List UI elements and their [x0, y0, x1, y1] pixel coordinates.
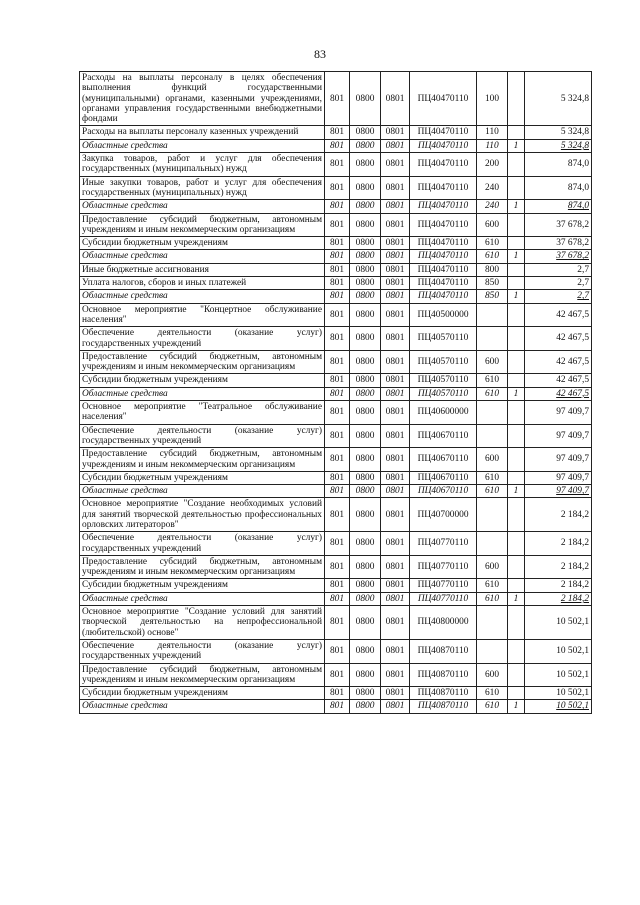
funding-source-cell [508, 72, 525, 126]
table-row [80, 263, 592, 276]
section-code-cell: 0800 [350, 303, 381, 327]
funding-source-cell [508, 263, 525, 276]
section-code-cell: 0800 [350, 139, 381, 152]
amount-cell: 10 502,1 [525, 663, 592, 687]
department-code-cell: 801 [325, 176, 350, 200]
table-row [80, 237, 592, 250]
section-code-cell: 0800 [350, 592, 381, 605]
funding-source-cell [508, 606, 525, 640]
department-code-cell: 801 [325, 237, 350, 250]
funding-source-cell [508, 277, 525, 290]
table-body [80, 72, 592, 714]
row-name-cell: Обеспечение деятельности (оказание услуг) государственных учреждений [80, 532, 325, 556]
department-code-cell: 801 [325, 471, 350, 484]
table-row [80, 663, 592, 687]
target-article-cell: ПЦ40470110 [410, 126, 477, 139]
subsection-code-cell: 0801 [381, 663, 410, 687]
row-name-cell: Закупка товаров, работ и услуг для обеспечения государственных (муниципальных) нужд [80, 153, 325, 177]
expense-type-cell: 610 [477, 700, 508, 713]
section-code-cell: 0800 [350, 213, 381, 237]
funding-source-cell: 1 [508, 200, 525, 213]
row-name-cell: Областные средства [80, 290, 325, 303]
amount-cell: 2 184,2 [525, 592, 592, 605]
row-name-cell: Обеспечение деятельности (оказание услуг) государственных учреждений [80, 639, 325, 663]
amount-cell: 2,7 [525, 290, 592, 303]
department-code-cell: 801 [325, 424, 350, 448]
subsection-code-cell: 0801 [381, 250, 410, 263]
expense-type-cell: 610 [477, 687, 508, 700]
subsection-code-cell: 0801 [381, 176, 410, 200]
table-row [80, 327, 592, 351]
department-code-cell: 801 [325, 532, 350, 556]
subsection-code-cell: 0801 [381, 592, 410, 605]
department-code-cell: 801 [325, 606, 350, 640]
row-name-cell: Областные средства [80, 200, 325, 213]
section-code-cell: 0800 [350, 72, 381, 126]
budget-table [79, 71, 592, 714]
funding-source-cell: 1 [508, 592, 525, 605]
expense-type-cell [477, 401, 508, 425]
subsection-code-cell: 0801 [381, 471, 410, 484]
section-code-cell: 0800 [350, 374, 381, 387]
target-article-cell: ПЦ40470110 [410, 176, 477, 200]
department-code-cell: 801 [325, 327, 350, 351]
subsection-code-cell: 0801 [381, 555, 410, 579]
section-code-cell: 0800 [350, 237, 381, 250]
row-name-cell: Иные закупки товаров, работ и услуг для обеспечения государственных (муниципальных) нужд [80, 176, 325, 200]
funding-source-cell [508, 639, 525, 663]
department-code-cell: 801 [325, 139, 350, 152]
amount-cell: 42 467,5 [525, 327, 592, 351]
target-article-cell: ПЦ40670110 [410, 448, 477, 472]
table-row [80, 579, 592, 592]
section-code-cell: 0800 [350, 448, 381, 472]
table-row [80, 277, 592, 290]
target-article-cell: ПЦ40570110 [410, 350, 477, 374]
row-name-cell: Расходы на выплаты персоналу казенных учреждений [80, 126, 325, 139]
expense-type-cell: 610 [477, 592, 508, 605]
target-article-cell: ПЦ40670110 [410, 485, 477, 498]
expense-type-cell: 600 [477, 663, 508, 687]
section-code-cell: 0800 [350, 639, 381, 663]
funding-source-cell [508, 153, 525, 177]
department-code-cell: 801 [325, 498, 350, 532]
subsection-code-cell: 0801 [381, 387, 410, 400]
row-name-cell: Областные средства [80, 250, 325, 263]
subsection-code-cell: 0801 [381, 303, 410, 327]
target-article-cell: ПЦ40770110 [410, 555, 477, 579]
department-code-cell: 801 [325, 579, 350, 592]
table-row [80, 555, 592, 579]
section-code-cell: 0800 [350, 387, 381, 400]
expense-type-cell: 610 [477, 374, 508, 387]
funding-source-cell [508, 213, 525, 237]
table-row-regional-funds [80, 250, 592, 263]
row-name-cell: Субсидии бюджетным учреждениям [80, 471, 325, 484]
subsection-code-cell: 0801 [381, 532, 410, 556]
department-code-cell: 801 [325, 374, 350, 387]
expense-type-cell: 600 [477, 555, 508, 579]
target-article-cell: ПЦ40870110 [410, 700, 477, 713]
funding-source-cell [508, 663, 525, 687]
section-code-cell: 0800 [350, 250, 381, 263]
expense-type-cell: 240 [477, 176, 508, 200]
department-code-cell: 801 [325, 213, 350, 237]
amount-cell: 2 184,2 [525, 532, 592, 556]
amount-cell: 2 184,2 [525, 555, 592, 579]
subsection-code-cell: 0801 [381, 498, 410, 532]
row-name-cell: Предоставление субсидий бюджетным, автономным учреждениям и иным некоммерческим организациям [80, 663, 325, 687]
expense-type-cell [477, 498, 508, 532]
subsection-code-cell: 0801 [381, 200, 410, 213]
funding-source-cell [508, 424, 525, 448]
amount-cell: 42 467,5 [525, 350, 592, 374]
amount-cell: 2,7 [525, 263, 592, 276]
subsection-code-cell: 0801 [381, 126, 410, 139]
amount-cell: 2 184,2 [525, 579, 592, 592]
expense-type-cell: 850 [477, 290, 508, 303]
target-article-cell: ПЦ40470110 [410, 277, 477, 290]
funding-source-cell: 1 [508, 485, 525, 498]
page-number: 83 [314, 47, 326, 61]
funding-source-cell [508, 471, 525, 484]
department-code-cell: 801 [325, 401, 350, 425]
target-article-cell: ПЦ40700000 [410, 498, 477, 532]
department-code-cell: 801 [325, 592, 350, 605]
row-name-cell: Предоставление субсидий бюджетным, автономным учреждениям и иным некоммерческим организациям [80, 448, 325, 472]
funding-source-cell [508, 532, 525, 556]
target-article-cell: ПЦ40570110 [410, 327, 477, 351]
department-code-cell: 801 [325, 153, 350, 177]
expense-type-cell: 850 [477, 277, 508, 290]
subsection-code-cell: 0801 [381, 72, 410, 126]
row-name-cell: Областные средства [80, 139, 325, 152]
section-code-cell: 0800 [350, 176, 381, 200]
subsection-code-cell: 0801 [381, 639, 410, 663]
section-code-cell: 0800 [350, 555, 381, 579]
amount-cell: 37 678,2 [525, 213, 592, 237]
row-name-cell: Расходы на выплаты персоналу в целях обеспечения выполнения функций государственными (муниципальными) органами, казенными учреждениями, органами управления государственными внебюджетными фондами [80, 72, 325, 126]
row-name-cell: Предоставление субсидий бюджетным, автономным учреждениям и иным некоммерческим организациям [80, 213, 325, 237]
amount-cell: 874,0 [525, 176, 592, 200]
row-name-cell: Основное мероприятие "Создание необходимых условий для занятий творческой деятельностью профессиональных орловских литераторов" [80, 498, 325, 532]
section-code-cell: 0800 [350, 401, 381, 425]
expense-type-cell: 610 [477, 471, 508, 484]
department-code-cell: 801 [325, 663, 350, 687]
target-article-cell: ПЦ40570110 [410, 387, 477, 400]
amount-cell: 42 467,5 [525, 303, 592, 327]
expense-type-cell: 600 [477, 350, 508, 374]
table-row [80, 606, 592, 640]
expense-type-cell: 200 [477, 153, 508, 177]
subsection-code-cell: 0801 [381, 213, 410, 237]
funding-source-cell [508, 687, 525, 700]
section-code-cell: 0800 [350, 606, 381, 640]
subsection-code-cell: 0801 [381, 700, 410, 713]
target-article-cell: ПЦ40470110 [410, 72, 477, 126]
expense-type-cell: 600 [477, 448, 508, 472]
target-article-cell: ПЦ40670110 [410, 424, 477, 448]
funding-source-cell: 1 [508, 139, 525, 152]
funding-source-cell: 1 [508, 700, 525, 713]
row-name-cell: Обеспечение деятельности (оказание услуг) государственных учреждений [80, 424, 325, 448]
table-row [80, 153, 592, 177]
department-code-cell: 801 [325, 72, 350, 126]
subsection-code-cell: 0801 [381, 263, 410, 276]
table-row-regional-funds [80, 200, 592, 213]
department-code-cell: 801 [325, 555, 350, 579]
section-code-cell: 0800 [350, 700, 381, 713]
target-article-cell: ПЦ40600000 [410, 401, 477, 425]
department-code-cell: 801 [325, 277, 350, 290]
row-name-cell: Основное мероприятие "Театральное обслуживание населения" [80, 401, 325, 425]
table-row [80, 448, 592, 472]
funding-source-cell: 1 [508, 250, 525, 263]
row-name-cell: Субсидии бюджетным учреждениям [80, 579, 325, 592]
row-name-cell: Субсидии бюджетным учреждениям [80, 687, 325, 700]
amount-cell: 37 678,2 [525, 237, 592, 250]
expense-type-cell: 600 [477, 213, 508, 237]
funding-source-cell [508, 350, 525, 374]
funding-source-cell: 1 [508, 290, 525, 303]
section-code-cell: 0800 [350, 498, 381, 532]
table-row [80, 213, 592, 237]
amount-cell: 874,0 [525, 200, 592, 213]
table-row [80, 374, 592, 387]
department-code-cell: 801 [325, 200, 350, 213]
row-name-cell: Субсидии бюджетным учреждениям [80, 237, 325, 250]
funding-source-cell [508, 498, 525, 532]
target-article-cell: ПЦ40470110 [410, 263, 477, 276]
target-article-cell: ПЦ40800000 [410, 606, 477, 640]
expense-type-cell: 240 [477, 200, 508, 213]
table-row-regional-funds [80, 485, 592, 498]
table-row [80, 471, 592, 484]
target-article-cell: ПЦ40470110 [410, 153, 477, 177]
department-code-cell: 801 [325, 639, 350, 663]
table-row [80, 176, 592, 200]
target-article-cell: ПЦ40470110 [410, 250, 477, 263]
table-row [80, 72, 592, 126]
row-name-cell: Предоставление субсидий бюджетным, автономным учреждениям и иным некоммерческим организациям [80, 555, 325, 579]
subsection-code-cell: 0801 [381, 448, 410, 472]
row-name-cell: Основное мероприятие "Концертное обслуживание населения" [80, 303, 325, 327]
department-code-cell: 801 [325, 126, 350, 139]
expense-type-cell: 800 [477, 263, 508, 276]
table-row [80, 532, 592, 556]
expense-type-cell: 110 [477, 126, 508, 139]
section-code-cell: 0800 [350, 153, 381, 177]
section-code-cell: 0800 [350, 485, 381, 498]
target-article-cell: ПЦ40870110 [410, 687, 477, 700]
amount-cell: 10 502,1 [525, 687, 592, 700]
subsection-code-cell: 0801 [381, 237, 410, 250]
expense-type-cell: 610 [477, 250, 508, 263]
amount-cell: 10 502,1 [525, 606, 592, 640]
expense-type-cell: 610 [477, 579, 508, 592]
table-row [80, 303, 592, 327]
target-article-cell: ПЦ40500000 [410, 303, 477, 327]
funding-source-cell [508, 579, 525, 592]
department-code-cell: 801 [325, 290, 350, 303]
funding-source-cell [508, 303, 525, 327]
expense-type-cell [477, 532, 508, 556]
funding-source-cell [508, 401, 525, 425]
section-code-cell: 0800 [350, 471, 381, 484]
department-code-cell: 801 [325, 303, 350, 327]
funding-source-cell [508, 374, 525, 387]
subsection-code-cell: 0801 [381, 277, 410, 290]
expense-type-cell: 610 [477, 485, 508, 498]
section-code-cell: 0800 [350, 290, 381, 303]
amount-cell: 97 409,7 [525, 401, 592, 425]
table-row-regional-funds [80, 700, 592, 713]
target-article-cell: ПЦ40570110 [410, 374, 477, 387]
expense-type-cell: 610 [477, 237, 508, 250]
table-row-regional-funds [80, 387, 592, 400]
subsection-code-cell: 0801 [381, 401, 410, 425]
target-article-cell: ПЦ40470110 [410, 213, 477, 237]
department-code-cell: 801 [325, 263, 350, 276]
section-code-cell: 0800 [350, 327, 381, 351]
expense-type-cell: 110 [477, 139, 508, 152]
amount-cell: 10 502,1 [525, 639, 592, 663]
amount-cell: 37 678,2 [525, 250, 592, 263]
section-code-cell: 0800 [350, 350, 381, 374]
row-name-cell: Основное мероприятие "Создание условий для занятий творческой деятельностью на непрофессиональной (любительской) основе" [80, 606, 325, 640]
section-code-cell: 0800 [350, 532, 381, 556]
table-row [80, 498, 592, 532]
subsection-code-cell: 0801 [381, 139, 410, 152]
table-row [80, 401, 592, 425]
funding-source-cell: 1 [508, 387, 525, 400]
subsection-code-cell: 0801 [381, 579, 410, 592]
department-code-cell: 801 [325, 250, 350, 263]
row-name-cell: Областные средства [80, 700, 325, 713]
target-article-cell: ПЦ40470110 [410, 200, 477, 213]
subsection-code-cell: 0801 [381, 350, 410, 374]
department-code-cell: 801 [325, 700, 350, 713]
department-code-cell: 801 [325, 387, 350, 400]
section-code-cell: 0800 [350, 663, 381, 687]
section-code-cell: 0800 [350, 263, 381, 276]
table-row [80, 639, 592, 663]
subsection-code-cell: 0801 [381, 327, 410, 351]
subsection-code-cell: 0801 [381, 485, 410, 498]
expense-type-cell [477, 606, 508, 640]
row-name-cell: Уплата налогов, сборов и иных платежей [80, 277, 325, 290]
table-row-regional-funds [80, 290, 592, 303]
table-row-regional-funds [80, 592, 592, 605]
table-row [80, 126, 592, 139]
amount-cell: 5 324,8 [525, 126, 592, 139]
expense-type-cell [477, 639, 508, 663]
funding-source-cell [508, 126, 525, 139]
funding-source-cell [508, 555, 525, 579]
expense-type-cell [477, 303, 508, 327]
amount-cell: 97 409,7 [525, 448, 592, 472]
department-code-cell: 801 [325, 448, 350, 472]
target-article-cell: ПЦ40870110 [410, 639, 477, 663]
subsection-code-cell: 0801 [381, 606, 410, 640]
department-code-cell: 801 [325, 687, 350, 700]
subsection-code-cell: 0801 [381, 290, 410, 303]
section-code-cell: 0800 [350, 687, 381, 700]
row-name-cell: Областные средства [80, 485, 325, 498]
table-row [80, 350, 592, 374]
department-code-cell: 801 [325, 485, 350, 498]
row-name-cell: Областные средства [80, 387, 325, 400]
target-article-cell: ПЦ40770110 [410, 592, 477, 605]
amount-cell: 2 184,2 [525, 498, 592, 532]
funding-source-cell [508, 237, 525, 250]
amount-cell: 97 409,7 [525, 485, 592, 498]
amount-cell: 10 502,1 [525, 700, 592, 713]
section-code-cell: 0800 [350, 126, 381, 139]
funding-source-cell [508, 176, 525, 200]
amount-cell: 97 409,7 [525, 471, 592, 484]
row-name-cell: Областные средства [80, 592, 325, 605]
table-row-regional-funds [80, 139, 592, 152]
target-article-cell: ПЦ40670110 [410, 471, 477, 484]
expense-type-cell: 100 [477, 72, 508, 126]
row-name-cell: Предоставление субсидий бюджетным, автономным учреждениям и иным некоммерческим организациям [80, 350, 325, 374]
expense-type-cell [477, 327, 508, 351]
table-row [80, 424, 592, 448]
expense-type-cell: 610 [477, 387, 508, 400]
target-article-cell: ПЦ40470110 [410, 290, 477, 303]
funding-source-cell [508, 448, 525, 472]
row-name-cell: Субсидии бюджетным учреждениям [80, 374, 325, 387]
amount-cell: 42 467,5 [525, 387, 592, 400]
subsection-code-cell: 0801 [381, 687, 410, 700]
amount-cell: 5 324,8 [525, 139, 592, 152]
target-article-cell: ПЦ40770110 [410, 532, 477, 556]
subsection-code-cell: 0801 [381, 424, 410, 448]
section-code-cell: 0800 [350, 579, 381, 592]
section-code-cell: 0800 [350, 424, 381, 448]
amount-cell: 97 409,7 [525, 424, 592, 448]
subsection-code-cell: 0801 [381, 153, 410, 177]
row-name-cell: Обеспечение деятельности (оказание услуг) государственных учреждений [80, 327, 325, 351]
target-article-cell: ПЦ40470110 [410, 237, 477, 250]
table-row [80, 687, 592, 700]
target-article-cell: ПЦ40470110 [410, 139, 477, 152]
funding-source-cell [508, 327, 525, 351]
amount-cell: 5 324,8 [525, 72, 592, 126]
amount-cell: 42 467,5 [525, 374, 592, 387]
subsection-code-cell: 0801 [381, 374, 410, 387]
target-article-cell: ПЦ40870110 [410, 663, 477, 687]
department-code-cell: 801 [325, 350, 350, 374]
row-name-cell: Иные бюджетные ассигнования [80, 263, 325, 276]
target-article-cell: ПЦ40770110 [410, 579, 477, 592]
expense-type-cell [477, 424, 508, 448]
section-code-cell: 0800 [350, 277, 381, 290]
amount-cell: 874,0 [525, 153, 592, 177]
section-code-cell: 0800 [350, 200, 381, 213]
amount-cell: 2,7 [525, 277, 592, 290]
